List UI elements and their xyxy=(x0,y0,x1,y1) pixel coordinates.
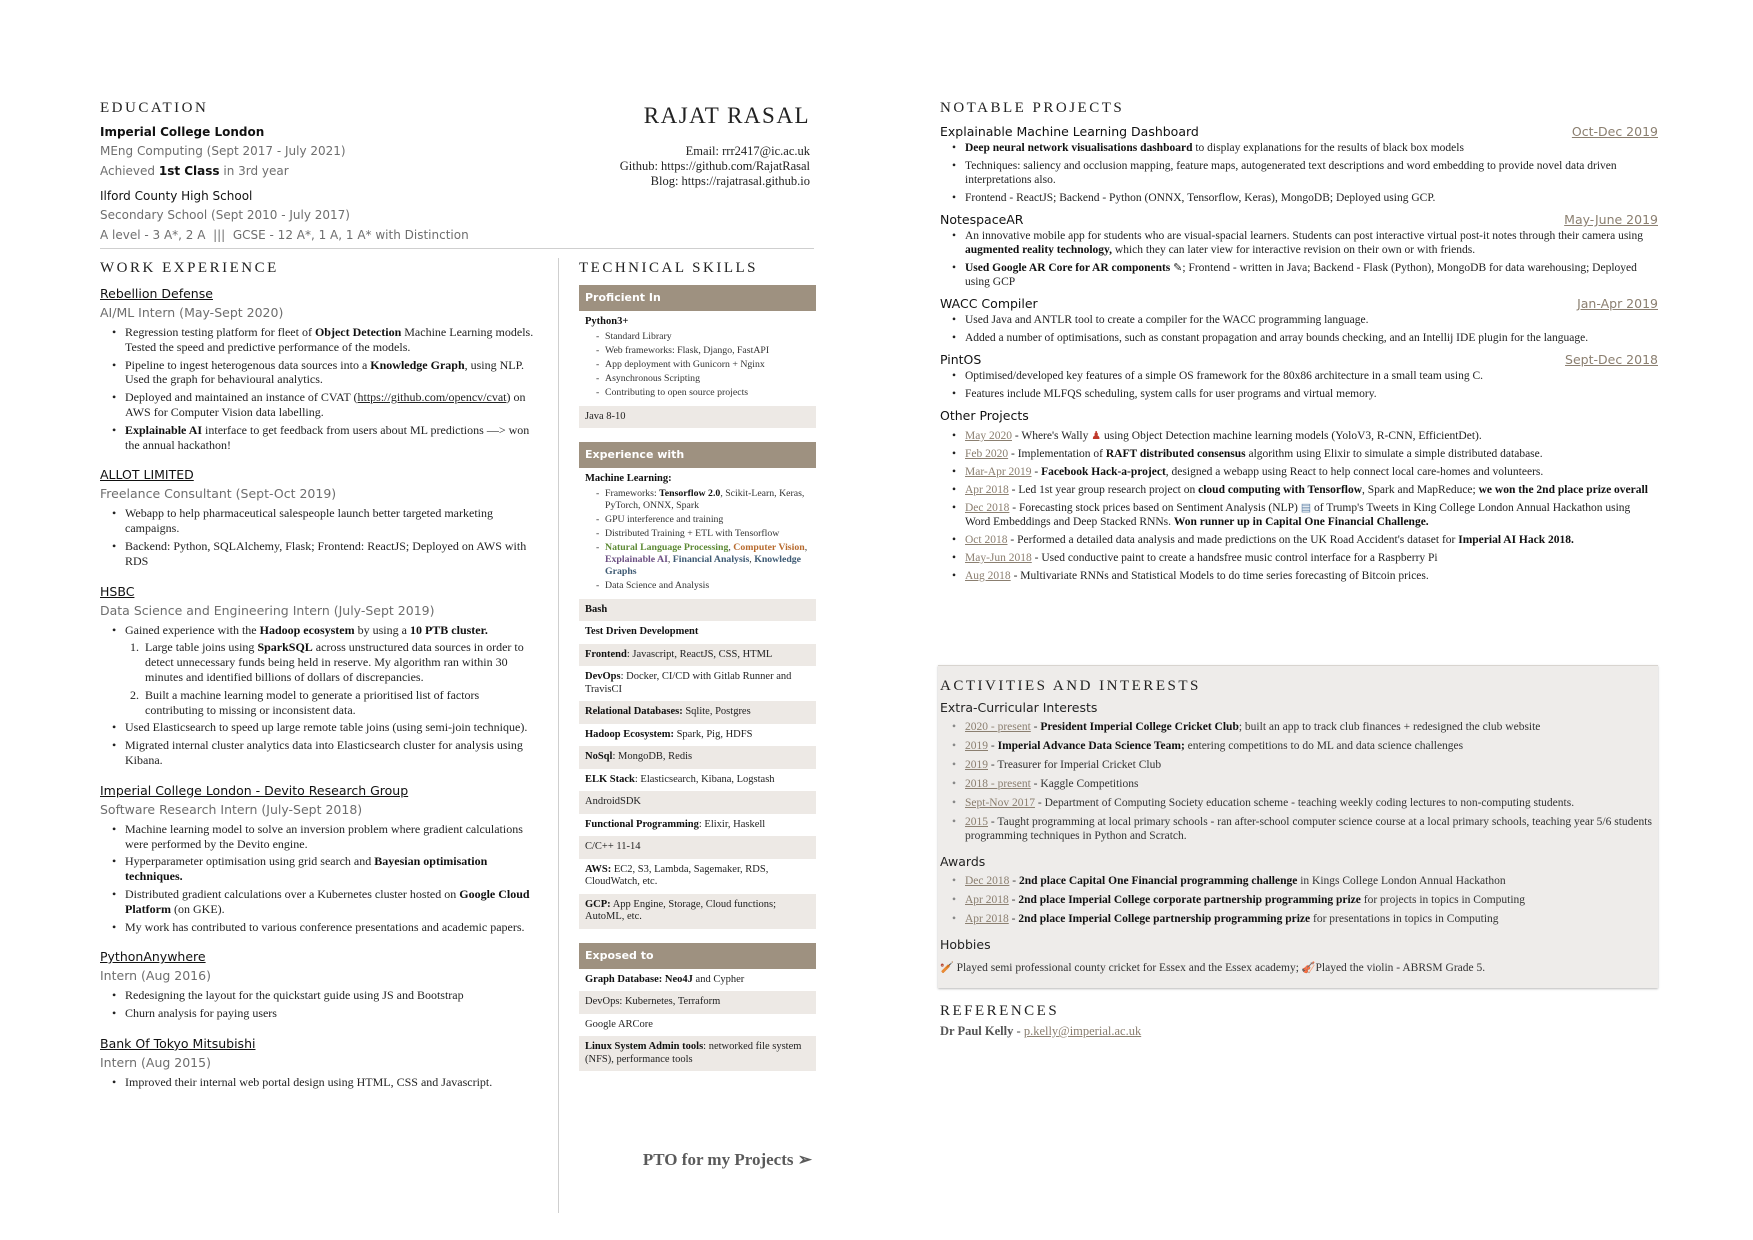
project-date[interactable]: May-June 2019 xyxy=(1564,212,1658,227)
skill-row: Google ARCore xyxy=(585,1018,653,1030)
project-bullet: • Features include MLFQS scheduling, system calls for user programs and virtual memory. xyxy=(940,387,1658,401)
pen-icon: ✎ xyxy=(1173,262,1183,274)
job-company[interactable]: Bank Of Tokyo Mitsubishi xyxy=(100,1035,256,1051)
other-project-item: • Aug 2018 - Multivariate RNNs and Statistical Models to do time series forecasting of Bitcoin prices. xyxy=(940,569,1658,583)
activity-date[interactable]: Sept-Nov 2017 xyxy=(965,797,1035,809)
skill-row: Machine Learning: - Frameworks: Tensorflow 2.0, Scikit-Learn, Keras, PyTorch, ONNX, Spark - GPU interference and training - Distributed Training + ETL with Tensorflow - Natural Language Processing, Computer Vision, Explainable AI, Financial Analysis, Knowledge Graphs - Data Science and Analysis xyxy=(579,468,816,599)
project-date[interactable]: May-Jun 2018 xyxy=(965,552,1032,564)
skill-row: Test Driven Development xyxy=(585,626,699,637)
skill-sub-item: - Natural Language Processing, Computer Vision, Explainable AI, Financial Analysis, Knowledge Graphs xyxy=(585,542,810,578)
skill-row: DevOps: Docker, CI/CD with Gitlab Runner and TravisCI xyxy=(585,671,792,695)
job-company[interactable]: PythonAnywhere xyxy=(100,949,206,965)
skill-sub-item: - Frameworks: Tensorflow 2.0, Scikit-Learn, Keras, PyTorch, ONNX, Spark xyxy=(585,488,810,512)
other-project-item: • Dec 2018 - Forecasting stock prices based on Sentiment Analysis (NLP) ▤ of Trump's Tweets in King College London Annual Hackathon using Word Embeddings and Deep Stacked RNNs. Won runner up in Capital One Financial Challenge. xyxy=(940,501,1658,529)
skills-proficient xyxy=(579,285,816,428)
activity-item: • 2018 - present - Kaggle Competitions xyxy=(940,777,1656,791)
job-sub-item: 2. Built a machine learning model to generate a prioritised list of factors contributing to missing or inconsistent data. xyxy=(130,687,480,717)
award-date[interactable]: Apr 2018 xyxy=(965,894,1009,906)
project-bullet: • An innovative mobile app for students who are visual-spacial learners. Students can post interactive virtual post-it notes through their camera using augmented reality technology, which they can later view for interactive revision on their own or with friends. xyxy=(940,229,1658,257)
project-bullet: • Techniques: saliency and occlusion mapping, feature maps, autogenerated text descriptions and word embedding to provide novel data driven interpretations also. xyxy=(940,159,1658,187)
wally-icon: ♟ xyxy=(1091,430,1102,442)
project-name: Explainable Machine Learning Dashboard xyxy=(940,124,1199,139)
job-role: Software Research Intern (July-Sept 2018) xyxy=(100,801,363,817)
job-pythonanywhere xyxy=(100,948,540,1021)
skill-sub-item: - Asynchronous Scripting xyxy=(585,373,810,385)
project-date[interactable]: Oct-Dec 2019 xyxy=(1571,124,1658,139)
education-grades: A level - 3 A*, 2 A ||| GCSE - 12 A*, 1 A, 1 A* with Distinction xyxy=(100,228,469,242)
job-bullet: • Gained experience with the Hadoop ecosystem by using a 10 PTB cluster. xyxy=(100,623,540,638)
job-company[interactable]: HSBC xyxy=(100,583,135,599)
job-role: Freelance Consultant (Sept-Oct 2019) xyxy=(100,486,337,502)
candidate-name: RAJAT RASAL xyxy=(643,103,810,128)
project-name: Other Projects xyxy=(940,408,1029,423)
skill-row: Relational Databases: Sqlite, Postgres xyxy=(579,701,816,724)
skill-row: Java 8-10 xyxy=(579,406,816,429)
contact-blog[interactable]: Blog: https://rajatrasal.github.io xyxy=(650,174,810,188)
activity-item: • 2019 - Treasurer for Imperial Cricket Club xyxy=(940,758,1656,772)
skill-sub-item: - GPU interference and training xyxy=(585,514,810,526)
skill-row: AWS: EC2, S3, Lambda, Sagemaker, RDS, CloudWatch, etc. xyxy=(585,863,769,887)
violin-icon: 🎻 xyxy=(1301,962,1316,974)
contact-email[interactable]: Email: rrr2417@ic.ac.uk xyxy=(685,144,810,158)
work-experience-section xyxy=(100,260,540,1104)
project-name: WACC Compiler xyxy=(940,296,1038,311)
job-bullet: • Redesigning the layout for the quickstart guide using JS and Bootstrap xyxy=(100,988,540,1003)
extracurricular-title: Extra-Curricular Interests xyxy=(940,700,1098,715)
activity-item: • 2015 - Taught programming at local primary schools - ran after-school computer science course at a local primary schools, teaching year 5/6 students programming techniques in Python and Scratch. xyxy=(940,815,1656,843)
job-bullet: • Regression testing platform for fleet of Object Detection Machine Learning models. Tested the speed and predictive performance of the models. xyxy=(100,325,540,355)
references-title: REFERENCES xyxy=(940,1003,1060,1019)
job-role: Intern (Aug 2015) xyxy=(100,1054,211,1070)
job-role: Data Science and Engineering Intern (July-Sept 2019) xyxy=(100,602,435,618)
awards-title: Awards xyxy=(940,854,986,869)
chart-icon: ▤ xyxy=(1300,502,1312,514)
skill-row: Python3+ - Standard Library - Web frameworks: Flask, Django, FastAPI - App deployment with Gunicorn + Nginx - Asynchronous Scripting - Contributing to open source projects xyxy=(579,311,816,406)
project-date[interactable]: Mar-Apr 2019 xyxy=(965,466,1032,478)
activity-date[interactable]: 2015 xyxy=(965,816,988,828)
activity-date[interactable]: 2019 xyxy=(965,759,988,771)
project-bullet: • Optimised/developed key features of a simple OS framework for the 80x86 architecture in a small team using C. xyxy=(940,369,1658,383)
education-degree-2: Secondary School (Sept 2010 - July 2017) xyxy=(100,208,350,222)
skill-row: AndroidSDK xyxy=(579,791,816,814)
activity-item: • 2019 - Imperial Advance Data Science Team; entering competitions to do ML and data science challenges xyxy=(940,739,1656,753)
project-notespacear xyxy=(940,211,1658,289)
skills-exposed-header: Exposed to xyxy=(579,943,816,969)
projects-title: NOTABLE PROJECTS xyxy=(940,100,1125,116)
cricket-icon: 🏏 xyxy=(940,962,954,974)
job-bullet: • Churn analysis for paying users xyxy=(100,1006,540,1021)
job-company[interactable]: Imperial College London - Devito Research Group xyxy=(100,782,409,798)
skill-sub-item: - App deployment with Gunicorn + Nginx xyxy=(585,359,810,371)
activities-title: ACTIVITIES AND INTERESTS xyxy=(940,678,1201,694)
job-bullet: • Backend: Python, SQLAlchemy, Flask; Frontend: ReactJS; Deployed on AWS with RDS xyxy=(100,539,540,569)
project-date[interactable]: Oct 2018 xyxy=(965,534,1008,546)
project-bullet: • Used Google AR Core for AR components ✎; Frontend - written in Java; Backend - Flask (Python), MongoDB for data warehousing; Deployed using GCP xyxy=(940,261,1658,289)
project-pintos xyxy=(940,351,1658,401)
activity-item: • Sept-Nov 2017 - Department of Computing Society education scheme - teaching weekly coding lectures to non-computing students. xyxy=(940,796,1656,810)
skill-row: Bash xyxy=(579,599,816,622)
skill-sub-item: - Data Science and Analysis xyxy=(585,580,810,592)
skill-row: C/C++ 11-14 xyxy=(579,836,816,859)
job-bullet: • Hyperparameter optimisation using grid search and Bayesian optimisation techniques. xyxy=(100,854,540,884)
award-item: • Apr 2018 - 2nd place Imperial College partnership programming prize for presentations in topics in Computing xyxy=(940,912,1656,926)
job-company[interactable]: Rebellion Defense xyxy=(100,286,213,301)
cvat-link[interactable]: https://github.com/opencv/cvat xyxy=(357,390,507,405)
job-role: Intern (Aug 2016) xyxy=(100,968,211,984)
skill-sub-item: - Standard Library xyxy=(585,331,810,343)
award-date[interactable]: Apr 2018 xyxy=(965,913,1009,925)
job-bullet: • Webapp to help pharmaceutical salespeople launch better targeted marketing campaigns. xyxy=(100,506,540,536)
project-date[interactable]: Dec 2018 xyxy=(965,502,1010,514)
technical-skills-section xyxy=(579,260,816,1085)
project-bullet: • Deep neural network visualisations dashboard to display explanations for the results of black box models xyxy=(940,141,1658,155)
project-date[interactable]: Aug 2018 xyxy=(965,570,1011,582)
activity-date[interactable]: 2018 - present xyxy=(965,778,1031,790)
job-role: AI/ML Intern (May-Sept 2020) xyxy=(100,305,284,320)
job-bullet: • Distributed gradient calculations over a Kubernetes cluster hosted on Google Cloud Platform (on GKE). xyxy=(100,887,540,917)
job-bullet: • Used Elasticsearch to speed up large remote table joins (using semi-join technique). xyxy=(100,720,540,735)
project-bullet: • Used Java and ANTLR tool to create a compiler for the WACC programming language. xyxy=(940,313,1658,327)
contact-header xyxy=(560,103,810,189)
education-school-1: Imperial College London xyxy=(100,125,265,139)
other-project-item: • Feb 2020 - Implementation of RAFT distributed consensus algorithm using Elixir to simulate a simple distributed database. xyxy=(940,447,1658,461)
skills-title: TECHNICAL SKILLS xyxy=(579,260,759,276)
activities-section xyxy=(938,665,1658,988)
skill-row: ELK Stack: Elasticsearch, Kibana, Logstash xyxy=(585,773,775,785)
education-section xyxy=(100,100,620,245)
project-other xyxy=(940,407,1658,583)
reference-email-link[interactable]: p.kelly@imperial.ac.uk xyxy=(1023,1024,1142,1038)
skill-sub-item: - Web frameworks: Flask, Django, FastAPI xyxy=(585,345,810,357)
other-project-item: • Mar-Apr 2019 - Facebook Hack-a-project, designed a webapp using React to help connect local care-homes and volunteers. xyxy=(940,465,1658,479)
project-date[interactable]: Sept-Dec 2018 xyxy=(1565,352,1658,367)
project-date[interactable]: Jan-Apr 2019 xyxy=(1577,296,1658,311)
skill-row: Functional Programming: Elixir, Haskell xyxy=(585,818,766,830)
skills-experience xyxy=(579,442,816,929)
project-bullet: • Added a number of optimisations, such as constant propagation and array bounds checking, and an Intellij IDE plugin for the language. xyxy=(940,331,1658,345)
reference-entry: Dr Paul Kelly - p.kelly@imperial.ac.uk xyxy=(940,1024,1142,1038)
skill-row: DevOps: Kubernetes, Terraform xyxy=(579,991,816,1014)
references-section xyxy=(940,1003,1640,1039)
horizontal-divider xyxy=(100,248,814,249)
award-item: • Apr 2018 - 2nd place Imperial College corporate partnership programming prize for projects in topics in Computing xyxy=(940,893,1656,907)
job-btm xyxy=(100,1035,540,1090)
education-achievement: Achieved 1st Class in 3rd year xyxy=(100,164,289,178)
other-project-item: • May-Jun 2018 - Used conductive paint to create a handsfree music control interface for a Raspberry Pi xyxy=(940,551,1658,565)
job-bullet: • My work has contributed to various conference presentations and academic papers. xyxy=(100,920,540,935)
job-devito xyxy=(100,782,540,935)
job-rebellion xyxy=(100,285,540,452)
project-date[interactable]: Apr 2018 xyxy=(965,484,1009,496)
job-allot xyxy=(100,466,540,568)
other-project-item: • Apr 2018 - Led 1st year group research project on cloud computing with Tensorflow, Spark and MapReduce; we won the 2nd place prize overall xyxy=(940,483,1658,497)
award-date[interactable]: Dec 2018 xyxy=(965,875,1010,887)
skills-experience-header: Experience with xyxy=(579,442,816,468)
other-project-item: • May 2020 - Where's Wally ♟ using Object Detection machine learning models (YoloV3, R-CNN, EfficientDet). xyxy=(940,429,1658,443)
job-bullet: • Migrated internal cluster analytics data into Elasticsearch cluster for analysis using Kibana. xyxy=(100,738,540,768)
pto-note: PTO for my Projects ➢ xyxy=(642,1150,812,1169)
job-hsbc xyxy=(100,583,540,768)
skill-row: Hadoop Ecosystem: Spark, Pig, HDFS xyxy=(585,728,753,740)
project-xai-dashboard xyxy=(940,123,1658,205)
project-date[interactable]: Feb 2020 xyxy=(965,448,1009,460)
skill-sub-item: - Distributed Training + ETL with Tensorflow xyxy=(585,528,810,540)
skill-row: NoSql: MongoDB, Redis xyxy=(579,746,816,769)
project-name: PintOS xyxy=(940,352,982,367)
activity-date[interactable]: 2020 - present xyxy=(965,721,1031,733)
project-name: NotespaceAR xyxy=(940,212,1024,227)
job-bullet: • Deployed and maintained an instance of CVAT (https://github.com/opencv/cvat) on AWS for Computer Vision data labelling. xyxy=(100,390,540,420)
work-title: WORK EXPERIENCE xyxy=(100,260,279,276)
job-bullet: • Improved their internal web portal design using HTML, CSS and Javascript. xyxy=(100,1075,540,1090)
education-title: EDUCATION xyxy=(100,100,209,116)
hobbies-title: Hobbies xyxy=(940,937,991,952)
vertical-divider xyxy=(558,258,559,1213)
skill-row: GCP: App Engine, Storage, Cloud functions; AutoML, etc. xyxy=(579,894,816,929)
skill-sub-item: - Contributing to open source projects xyxy=(585,387,810,399)
job-company[interactable]: ALLOT LIMITED xyxy=(100,467,194,483)
project-bullet: • Frontend - ReactJS; Backend - Python (ONNX, Tensorflow, Keras), MongoDB; Deployed using GCP. xyxy=(940,191,1658,205)
notable-projects-section xyxy=(940,100,1658,589)
skills-proficient-header: Proficient In xyxy=(579,285,816,311)
job-bullet: • Pipeline to ingest heterogenous data sources into a Knowledge Graph, using NLP. Used the graph for behavioural analytics. xyxy=(100,358,540,388)
skill-row: Graph Database: Neo4J and Cypher xyxy=(585,973,745,985)
skills-exposed xyxy=(579,943,816,1072)
job-bullet: • Explainable AI interface to get feedback from users about ML predictions —> won the annual hackathon! xyxy=(100,423,540,453)
activity-item: • 2020 - present - President Imperial College Cricket Club; built an app to track club finances + redesigned the club website xyxy=(940,720,1656,734)
other-project-item: • Oct 2018 - Performed a detailed data analysis and made predictions on the UK Road Accident's dataset for Imperial AI Hack 2018. xyxy=(940,533,1658,547)
skill-row: Linux System Admin tools: networked file system (NFS), performance tools xyxy=(579,1036,816,1071)
job-bullet: • Machine learning model to solve an inversion problem where gradient calculations were performed by the Devito engine. xyxy=(100,822,540,852)
education-degree-1: MEng Computing (Sept 2017 - July 2021) xyxy=(100,144,346,158)
education-school-2: Ilford County High School xyxy=(100,189,253,203)
award-item: • Dec 2018 - 2nd place Capital One Financial programming challenge in Kings College London Annual Hackathon xyxy=(940,874,1656,888)
project-date[interactable]: May 2020 xyxy=(965,430,1012,442)
activity-date[interactable]: 2019 xyxy=(965,740,988,752)
job-sub-item: 1. Large table joins using SparkSQL across unstructured data sources in order to detect unnecessary funds being held in reserve. My algorithm ran within 30 minutes and identified billions of dollars of discrepancies. xyxy=(130,640,524,684)
skill-row: Frontend: Javascript, ReactJS, CSS, HTML xyxy=(579,644,816,667)
project-wacc xyxy=(940,295,1658,345)
hobbies-text: 🏏 Played semi professional county cricket for Essex and the Essex academy; 🎻Played the violin - ABRSM Grade 5. xyxy=(940,962,1486,974)
contact-github[interactable]: Github: https://github.com/RajatRasal xyxy=(619,159,810,173)
